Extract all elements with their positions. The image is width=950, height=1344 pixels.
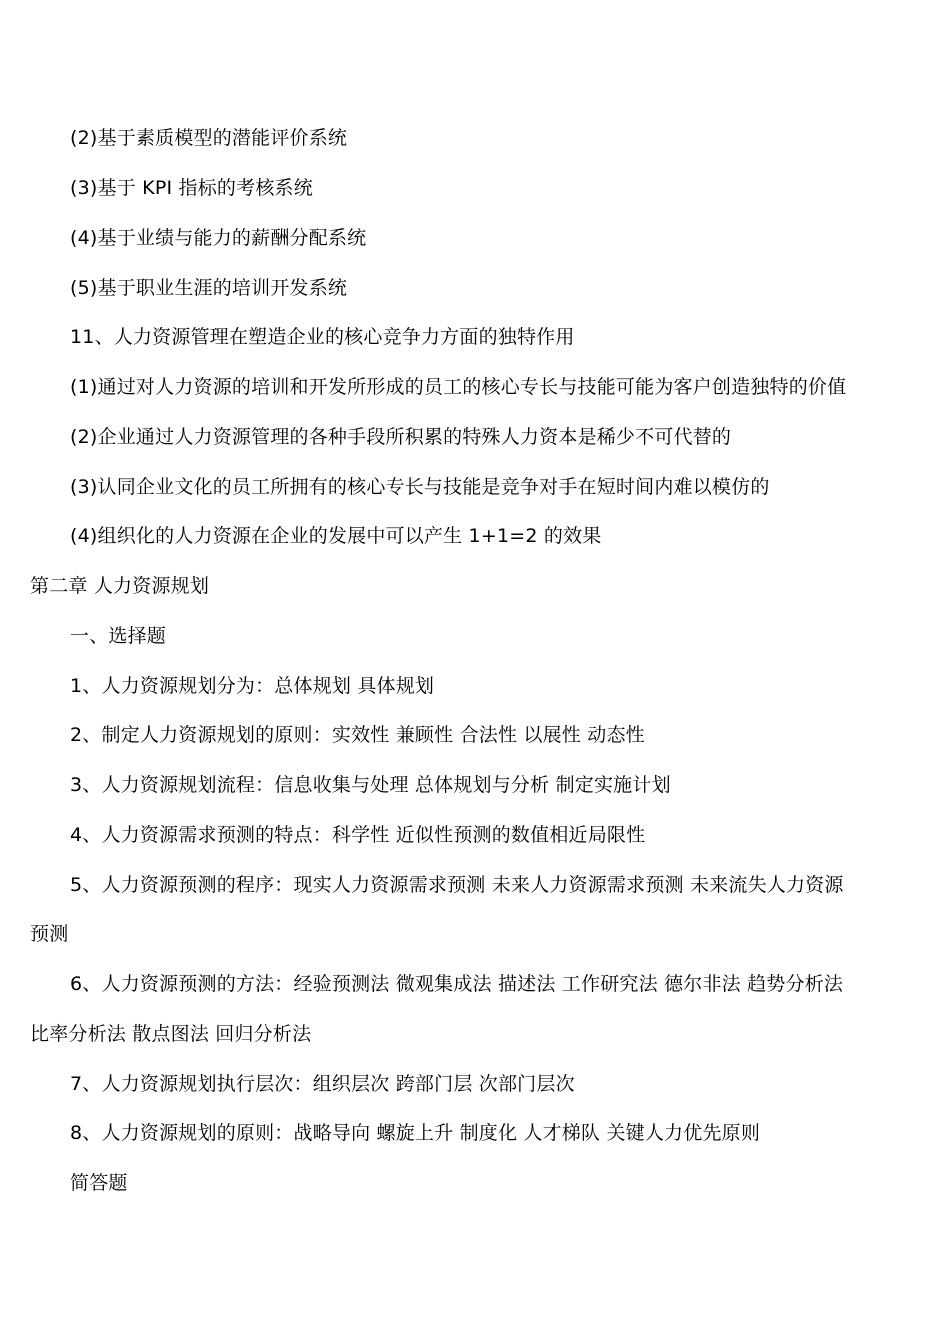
list-item: (3)认同企业文化的员工所拥有的核心专长与技能是竞争对手在短时间内难以模仿的	[70, 476, 770, 498]
list-item-continuation: 预测	[30, 923, 69, 945]
list-item: (5)基于职业生涯的培训开发系统	[70, 277, 348, 299]
section-heading: 简答题	[70, 1172, 128, 1194]
section-heading: 一、选择题	[70, 625, 167, 647]
chapter-title: 第二章 人力资源规划	[30, 575, 210, 597]
list-item: 7、人力资源规划执行层次：组织层次 跨部门层 次部门层次	[70, 1073, 575, 1095]
list-item: (4)基于业绩与能力的薪酬分配系统	[70, 227, 367, 249]
section-heading: 11、人力资源管理在塑造企业的核心竞争力方面的独特作用	[70, 326, 575, 348]
list-item: 2、制定人力资源规划的原则：实效性 兼顾性 合法性 以展性 动态性	[70, 724, 645, 746]
list-item: (1)通过对人力资源的培训和开发所形成的员工的核心专长与技能可能为客户创造独特的价值	[70, 376, 847, 398]
list-item: 1、人力资源规划分为：总体规划 具体规划	[70, 675, 435, 697]
list-item: 6、人力资源预测的方法：经验预测法 微观集成法 描述法 工作研究法 德尔非法 趋势分析法	[70, 973, 844, 995]
list-item: 4、人力资源需求预测的特点：科学性 近似性预测的数值相近局限性	[70, 824, 646, 846]
list-item: (2)基于素质模型的潜能评价系统	[70, 127, 348, 149]
list-item: (4)组织化的人力资源在企业的发展中可以产生 1+1=2 的效果	[70, 525, 602, 547]
list-item: 5、人力资源预测的程序：现实人力资源需求预测 未来人力资源需求预测 未来流失人力资源	[70, 874, 844, 896]
list-item: 3、人力资源规划流程：信息收集与处理 总体规划与分析 制定实施计划	[70, 774, 671, 796]
list-item: (2)企业通过人力资源管理的各种手段所积累的特殊人力资本是稀少不可代替的	[70, 426, 732, 448]
list-item: (3)基于 KPI 指标的考核系统	[70, 177, 313, 199]
list-item-continuation: 比率分析法 散点图法 回归分析法	[30, 1023, 312, 1045]
list-item: 8、人力资源规划的原则：战略导向 螺旋上升 制度化 人才梯队 关键人力优先原则	[70, 1122, 761, 1144]
